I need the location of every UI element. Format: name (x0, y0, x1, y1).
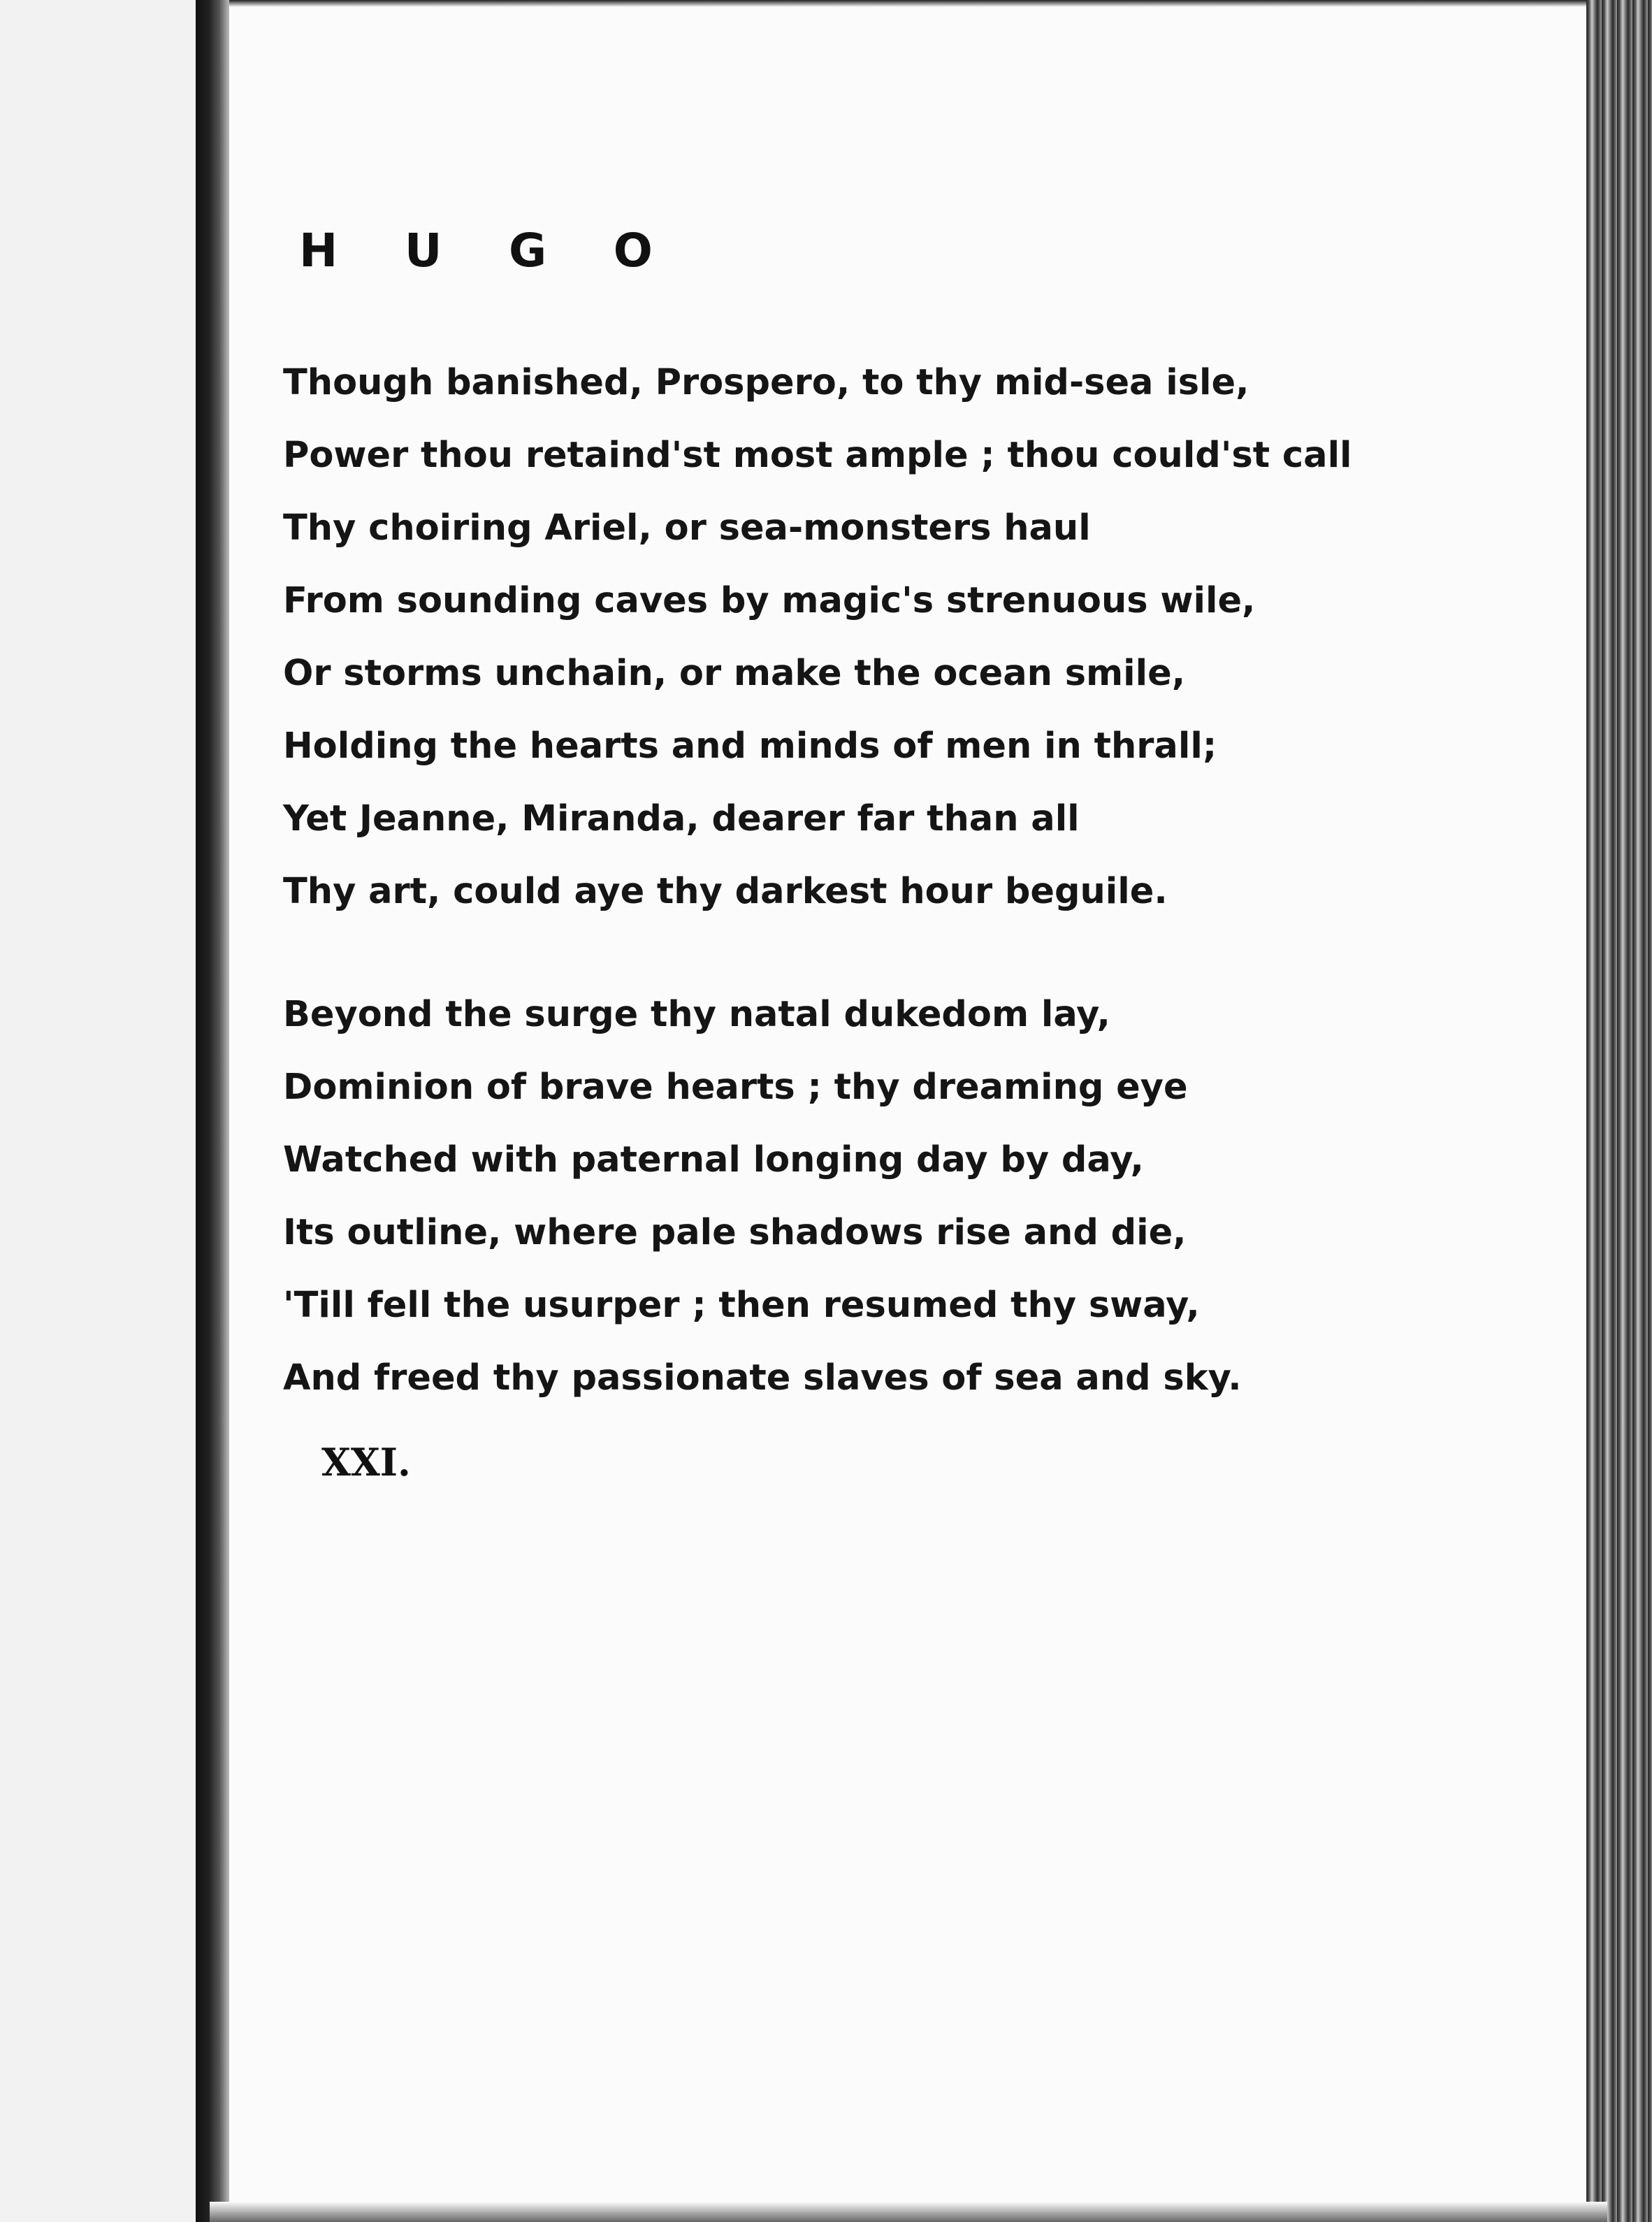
poem-line: Beyond the surge thy natal dukedom lay, (283, 994, 1110, 1035)
poem-line: Yet Jeanne, Miranda, dearer far than all (283, 798, 1080, 839)
poem-line: Holding the hearts and minds of men in thrall; (283, 726, 1217, 767)
facing-page-margin (0, 0, 196, 2222)
poem-line: And freed thy passionate slaves of sea and sky. (283, 1357, 1242, 1399)
page-bottom-edge (210, 2202, 1607, 2222)
poem-line: 'Till fell the usurper ; then resumed thy sway, (283, 1285, 1200, 1326)
book-spine-shadow (196, 0, 229, 2222)
poem-line: Or storms unchain, or make the ocean smile, (283, 653, 1186, 694)
stanza-2 (283, 979, 1401, 1415)
stanza-1 (283, 347, 1401, 928)
poem-line: Thy choiring Ariel, or sea-monsters haul (283, 507, 1091, 549)
poem-line: Power thou retaind'st most ample ; thou could'st call (283, 435, 1352, 476)
poem-line: Its outline, where pale shadows rise and die, (283, 1212, 1187, 1253)
poem-line: Though banished, Prospero, to thy mid-sea isle, (283, 362, 1249, 403)
poem-title: H U G O (299, 224, 679, 277)
page-stack-edge (1586, 0, 1652, 2222)
poem-line: Thy art, could aye thy darkest hour beguile. (283, 871, 1168, 912)
poem-line: Watched with paternal longing day by day, (283, 1139, 1144, 1181)
poem-line: From sounding caves by magic's strenuous wile, (283, 580, 1256, 621)
poem-line: Dominion of brave hearts ; thy dreaming eye (283, 1067, 1188, 1108)
page-top-edge (229, 0, 1613, 7)
sonnet-number: XXI. (321, 1440, 411, 1485)
